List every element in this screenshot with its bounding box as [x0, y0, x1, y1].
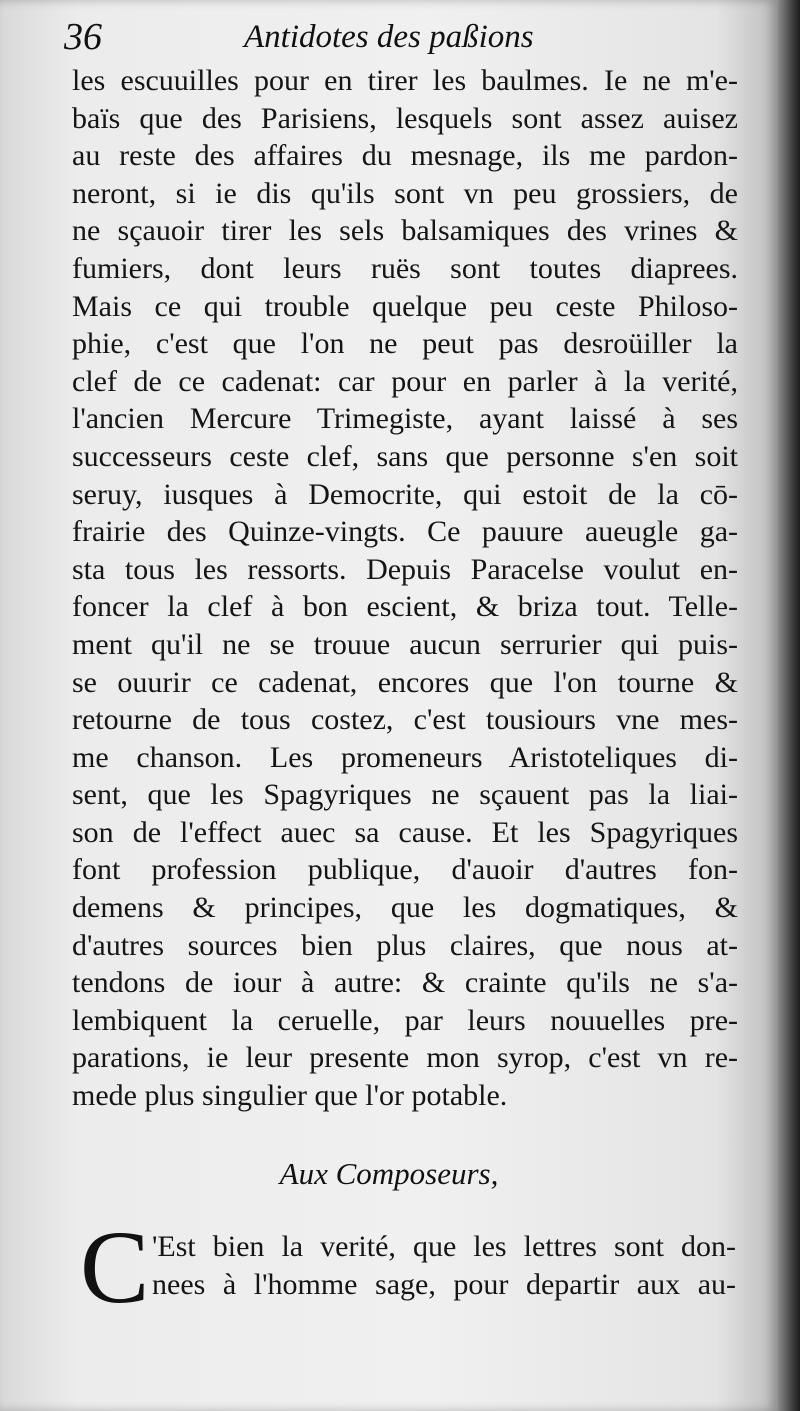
section-paragraph: [152, 1228, 736, 1304]
text-line: successeurs ceste clef, sans que personne s'en soit: [72, 439, 738, 473]
page-number: 36: [64, 16, 102, 58]
text-line: Mais ce qui trouble quelque peu ceste Philoso-: [72, 289, 738, 323]
text-line: son de l'effect auec sa cause. Et les Spagyriques: [72, 815, 738, 849]
text-line: fumiers, dont leurs ruës sont toutes diaprees.: [72, 251, 738, 285]
text-line: les escuuilles pour en tirer les baulmes. Ie ne m'e-: [72, 64, 738, 97]
text-line: seruy, iusques à Democrite, qui estoit de la cō-: [72, 477, 738, 511]
running-head: [64, 14, 744, 60]
text-line: 'Est bien la verité, que les lettres sont don-: [152, 1230, 736, 1263]
text-line: neront, si ie dis qu'ils sont vn peu grossiers, de: [72, 176, 738, 210]
text-line: l'ancien Mercure Trimegiste, ayant laissé à ses: [72, 402, 738, 436]
text-line: me chanson. Les promeneurs Aristoteliques di-: [72, 740, 738, 774]
page-edge: [778, 0, 800, 1411]
text-line: baïs que des Parisiens, lesquels sont assez auisez: [72, 101, 738, 135]
text-line: lembiquent la ceruelle, par leurs nouuelles pre-: [72, 1003, 738, 1037]
text-line: d'autres sources bien plus claires, que nous at-: [72, 928, 738, 962]
running-title: Antidotes des paßions: [244, 19, 534, 55]
text-line: au reste des affaires du mesnage, ils me pardon-: [72, 139, 738, 173]
text-line: retourne de tous costez, c'est tousiours vne mes-: [72, 703, 738, 737]
text-line: sta tous les ressorts. Depuis Paracelse voulut en-: [72, 552, 738, 586]
text-line: frairie des Quinze-vingts. Ce pauure aueugle ga-: [72, 515, 738, 549]
text-line: clef de ce cadenat: car pour en parler à la verité,: [72, 364, 738, 398]
text-line: se ouurir ce cadenat, encores que l'on tourne &: [72, 665, 738, 699]
text-line: sent, que les Spagyriques ne sçauent pas la liai-: [72, 778, 738, 812]
text-line: tendons de iour à autre: & crainte qu'ils ne s'a-: [72, 966, 738, 1000]
text-line: foncer la clef à bon escient, & briza tout. Telle-: [72, 590, 738, 624]
drop-cap: C: [80, 1210, 150, 1325]
text-line: parations, ie leur presente mon syrop, c'est vn re-: [72, 1041, 738, 1075]
text-line: ment qu'il ne se trouue aucun serrurier qui puis-: [72, 627, 738, 661]
text-line: phie, c'est que l'on ne peut pas desroüiller la: [72, 327, 738, 361]
text-line: mede plus singulier que l'or potable.: [72, 1079, 508, 1113]
text-line: font profession publique, d'auoir d'autres fon-: [72, 853, 738, 887]
body-paragraph: [72, 62, 738, 1115]
section-heading: Aux Composeurs,: [279, 1156, 499, 1191]
text-line: nees à l'homme sage, pour departir aux au-: [152, 1268, 736, 1301]
text-line: demens & principes, que les dogmatiques, &: [72, 891, 738, 925]
text-line: ne sçauoir tirer les sels balsamiques des vrines &: [72, 214, 738, 248]
